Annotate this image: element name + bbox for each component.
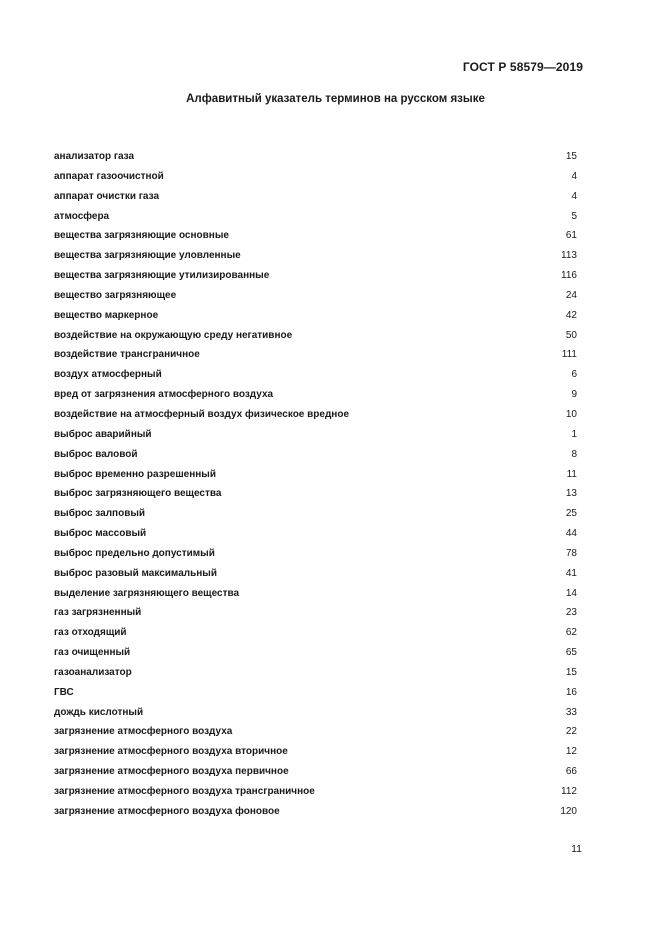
index-term: выброс разовый максимальный bbox=[54, 567, 217, 579]
index-entry bbox=[54, 425, 577, 445]
index-term: дождь кислотный bbox=[54, 706, 144, 718]
index-page-ref: 25 bbox=[565, 508, 577, 520]
index-entry bbox=[54, 147, 577, 167]
index-page-ref: 15 bbox=[565, 151, 577, 162]
index-entry bbox=[54, 584, 577, 604]
index-term: выброс залповый bbox=[54, 508, 146, 520]
index-page-ref: 6 bbox=[571, 369, 577, 381]
index-page-ref: 10 bbox=[565, 408, 577, 420]
index-page-ref: 4 bbox=[571, 190, 577, 202]
index-page-ref: 5 bbox=[571, 210, 577, 222]
index-entry bbox=[54, 385, 577, 405]
index-entry bbox=[54, 703, 577, 723]
index-term: ГВС bbox=[54, 686, 74, 698]
index-term: загрязнение атмосферного воздуха первичное bbox=[54, 766, 289, 778]
index-page-ref: 22 bbox=[565, 726, 577, 738]
index-term: вещество загрязняющее bbox=[54, 289, 177, 301]
index-entry bbox=[54, 326, 577, 346]
index-entry bbox=[54, 207, 577, 227]
index-term: выделение загрязняющего вещества bbox=[54, 587, 240, 599]
index-page-ref: 62 bbox=[565, 627, 577, 639]
index-entry bbox=[54, 544, 577, 564]
index-page-ref: 1 bbox=[571, 428, 577, 440]
index-page-ref: 4 bbox=[571, 170, 577, 182]
index-page-ref: 65 bbox=[565, 647, 577, 659]
index-term: атмосфера bbox=[54, 210, 110, 222]
standard-code: ГОСТ Р 58579—2019 bbox=[462, 60, 583, 74]
index-term: выброс предельно допустимый bbox=[54, 547, 215, 559]
index-entry bbox=[54, 266, 577, 286]
index-entry bbox=[54, 306, 577, 326]
index-term: воздух атмосферный bbox=[54, 369, 162, 381]
index-term: выброс загрязняющего вещества bbox=[54, 488, 222, 500]
index-term: выброс временно разрешенный bbox=[54, 468, 216, 480]
index-entry bbox=[54, 802, 577, 822]
index-entry bbox=[54, 484, 577, 504]
index-term: вещества загрязняющие утилизированные bbox=[54, 270, 270, 282]
index-page-ref: 33 bbox=[565, 706, 577, 718]
index-page-ref: 16 bbox=[565, 686, 577, 698]
index-term: газоанализатор bbox=[54, 666, 132, 678]
index-page-ref: 78 bbox=[565, 547, 577, 559]
index-page-ref: 15 bbox=[565, 666, 577, 678]
index-entry bbox=[54, 365, 577, 385]
index-entry bbox=[54, 405, 577, 425]
page-number: 11 bbox=[571, 843, 582, 855]
index-entry bbox=[54, 246, 577, 266]
index-entry bbox=[54, 722, 577, 742]
index-page-ref: 11 bbox=[566, 468, 577, 480]
index-page-ref: 112 bbox=[561, 786, 577, 797]
index-entry bbox=[54, 187, 577, 207]
index-page-ref: 111 bbox=[561, 349, 577, 361]
index-term: выброс валовой bbox=[54, 448, 138, 460]
index-page-ref: 50 bbox=[565, 329, 577, 341]
index-page-ref: 9 bbox=[571, 389, 577, 401]
index-term: выброс массовый bbox=[54, 528, 147, 540]
index-entry bbox=[54, 465, 577, 485]
index-entry bbox=[54, 762, 577, 782]
index-term: загрязнение атмосферного воздуха фоновое bbox=[54, 805, 280, 817]
index-entry bbox=[54, 167, 577, 187]
index-page-ref: 12 bbox=[565, 746, 577, 758]
index-term: газ отходящий bbox=[54, 627, 127, 639]
index-entry bbox=[54, 524, 577, 544]
term-index-list bbox=[54, 147, 577, 822]
index-term: вещества загрязняющие основные bbox=[54, 230, 229, 242]
index-entry bbox=[54, 504, 577, 524]
index-term: анализатор газа bbox=[54, 151, 135, 162]
index-term: вещество маркерное bbox=[54, 309, 159, 321]
index-page-ref: 14 bbox=[565, 587, 577, 599]
index-page-ref: 24 bbox=[565, 289, 577, 301]
index-entry bbox=[54, 782, 577, 802]
index-entry bbox=[54, 445, 577, 465]
index-term: загрязнение атмосферного воздуха bbox=[54, 726, 233, 738]
index-term: воздействие на атмосферный воздух физическое вредное bbox=[54, 408, 350, 420]
index-term: аппарат газоочистной bbox=[54, 170, 164, 182]
index-term: аппарат очистки газа bbox=[54, 190, 159, 202]
index-term: выброс аварийный bbox=[54, 428, 152, 440]
index-term: воздействие на окружающую среду негативное bbox=[54, 329, 293, 341]
index-entry bbox=[54, 623, 577, 643]
page-title: Алфавитный указатель терминов на русском языке bbox=[186, 93, 485, 105]
index-entry bbox=[54, 663, 577, 683]
index-page-ref: 13 bbox=[565, 488, 577, 500]
index-page-ref: 42 bbox=[565, 309, 577, 321]
index-page-ref: 23 bbox=[565, 607, 577, 619]
index-term: вещества загрязняющие уловленные bbox=[54, 250, 241, 262]
index-page-ref: 120 bbox=[560, 805, 577, 817]
index-entry bbox=[54, 603, 577, 623]
index-term: загрязнение атмосферного воздуха вторичное bbox=[54, 746, 288, 758]
index-term: вред от загрязнения атмосферного воздуха bbox=[54, 389, 274, 401]
index-page-ref: 116 bbox=[561, 270, 577, 282]
index-term: загрязнение атмосферного воздуха трансграничное bbox=[54, 786, 315, 797]
index-entry bbox=[54, 643, 577, 663]
index-entry bbox=[54, 345, 577, 365]
index-page-ref: 41 bbox=[565, 567, 577, 579]
index-term: газ очищенный bbox=[54, 647, 131, 659]
index-term: газ загрязненный bbox=[54, 607, 142, 619]
index-entry bbox=[54, 683, 577, 703]
index-entry bbox=[54, 742, 577, 762]
index-page-ref: 113 bbox=[561, 250, 577, 262]
index-term: воздействие трансграничное bbox=[54, 349, 200, 361]
index-page-ref: 8 bbox=[571, 448, 577, 460]
index-page-ref: 61 bbox=[565, 230, 577, 242]
index-page-ref: 44 bbox=[565, 528, 577, 540]
index-entry bbox=[54, 226, 577, 246]
index-entry bbox=[54, 564, 577, 584]
index-entry bbox=[54, 286, 577, 306]
index-page-ref: 66 bbox=[565, 766, 577, 778]
